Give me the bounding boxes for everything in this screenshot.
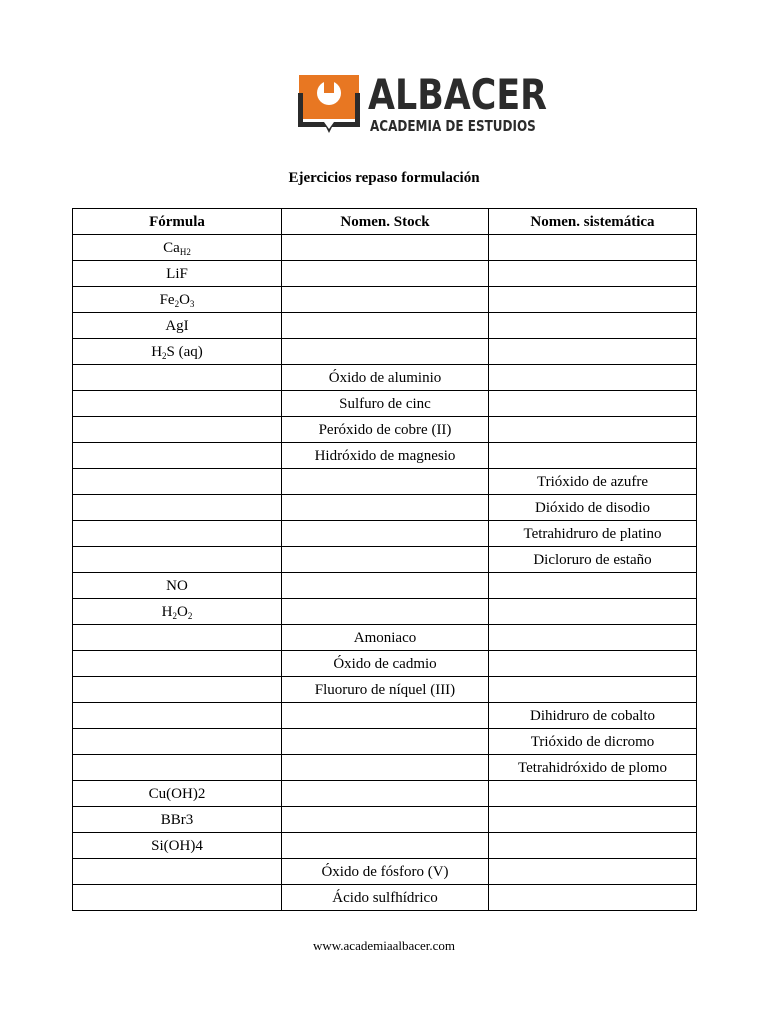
formula-subscript: 2 [172,610,177,621]
formula-subscript: 3 [189,298,195,309]
formula-cell [73,235,282,261]
header-stock: Nomen. Stock [282,209,489,235]
stock-cell [282,703,489,729]
sistematica-cell: Trióxido de azufre [489,469,697,495]
sistematica-cell [489,443,697,469]
formula-text: NO [166,577,188,594]
table-row [73,573,697,599]
table-row [73,443,697,469]
stock-cell [282,287,489,313]
sistematica-cell [489,885,697,911]
sistematica-cell [489,365,697,391]
formula-text: Fe [159,291,175,308]
header-sistematica: Nomen. sistemática [489,209,697,235]
formula-text: S (aq) [166,343,203,360]
formula-cell [73,703,282,729]
formula-text: LiF [166,265,188,282]
stock-cell: Fluoruro de níquel (III) [282,677,489,703]
stock-cell [282,495,489,521]
formula-cell [73,287,282,313]
sistematica-cell [489,287,697,313]
table-row [73,807,697,833]
open-book-icon [296,73,362,135]
formula-cell [73,859,282,885]
table-row [73,781,697,807]
formula-cell [73,885,282,911]
table-row [73,261,697,287]
stock-cell [282,833,489,859]
stock-cell: Ácido sulfhídrico [282,885,489,911]
formula-cell [73,651,282,677]
stock-cell [282,339,489,365]
formula-cell [73,547,282,573]
stock-cell [282,469,489,495]
table-row [73,469,697,495]
formula-cell [73,365,282,391]
formula-cell [73,261,282,287]
sistematica-cell [489,599,697,625]
brand-logo [296,70,547,135]
table-row [73,677,697,703]
stock-cell [282,807,489,833]
table-row [73,625,697,651]
formula-subscript: 2 [174,298,180,309]
table-row [73,833,697,859]
table-row [73,287,697,313]
table-row [73,703,697,729]
stock-cell: Óxido de aluminio [282,365,489,391]
formula-cell [73,391,282,417]
formula-subscript: 2 [186,246,191,257]
table-row [73,547,697,573]
stock-cell [282,729,489,755]
sistematica-cell [489,261,697,287]
brand-name: ALBACER [368,70,547,119]
formula-subscript: H [179,246,187,257]
formula-cell [73,521,282,547]
formula-text: O [179,291,190,308]
footer-url: www.academiaalbacer.com [312,938,456,953]
sistematica-cell [489,677,697,703]
sistematica-cell [489,391,697,417]
stock-cell: Óxido de cadmio [282,651,489,677]
table-row [73,495,697,521]
sistematica-cell [489,807,697,833]
table-header-row [73,209,697,235]
table-row [73,391,697,417]
sistematica-cell: Dicloruro de estaño [489,547,697,573]
stock-cell: Amoniaco [282,625,489,651]
formula-cell [73,339,282,365]
stock-cell [282,261,489,287]
formula-cell [73,781,282,807]
stock-cell [282,521,489,547]
formula-cell [73,573,282,599]
sistematica-cell: Tetrahidróxido de plomo [489,755,697,781]
sistematica-cell [489,235,697,261]
formula-text: O [177,603,188,620]
stock-cell: Óxido de fósforo (V) [282,859,489,885]
stock-cell [282,781,489,807]
table-row [73,729,697,755]
stock-cell [282,313,489,339]
stock-cell: Peróxido de cobre (II) [282,417,489,443]
formula-cell [73,755,282,781]
formula-cell [73,729,282,755]
brand-tagline: ACADEMIA DE ESTUDIOS [370,117,536,135]
sistematica-cell: Dióxido de disodio [489,495,697,521]
table-row [73,521,697,547]
formulation-table [72,208,697,911]
formula-cell [73,599,282,625]
table-row [73,599,697,625]
table-row [73,313,697,339]
sistematica-cell [489,313,697,339]
header-formula: Fórmula [73,209,282,235]
stock-cell [282,547,489,573]
formula-text: Si(OH)4 [151,837,203,854]
formula-text: Cu(OH)2 [148,785,206,802]
table-row [73,859,697,885]
sistematica-cell [489,651,697,677]
formula-text: BBr3 [160,811,194,828]
stock-cell [282,235,489,261]
formula-cell [73,313,282,339]
sistematica-cell [489,625,697,651]
sistematica-cell: Dihidruro de cobalto [489,703,697,729]
table-row [73,235,697,261]
formula-cell [73,625,282,651]
sistematica-cell [489,833,697,859]
table-row [73,651,697,677]
formula-cell [73,807,282,833]
formula-cell [73,677,282,703]
formula-text: AgI [165,317,189,334]
sistematica-cell [489,859,697,885]
formula-cell [73,495,282,521]
sistematica-cell: Trióxido de dicromo [489,729,697,755]
formula-cell [73,443,282,469]
stock-cell [282,573,489,599]
table-body [73,235,697,911]
table-row [73,885,697,911]
formula-cell [73,833,282,859]
formula-cell [73,469,282,495]
stock-cell [282,599,489,625]
formula-text: Ca [163,239,180,256]
formula-subscript: 2 [162,350,167,361]
formula-subscript: 2 [187,610,193,621]
table-row [73,755,697,781]
stock-cell [282,755,489,781]
table-row [73,417,697,443]
table-row [73,365,697,391]
formula-cell [73,417,282,443]
stock-cell: Hidróxido de magnesio [282,443,489,469]
sistematica-cell [489,339,697,365]
sistematica-cell [489,781,697,807]
sistematica-cell [489,573,697,599]
formula-text: H [161,603,173,620]
sistematica-cell: Tetrahidruro de platino [489,521,697,547]
page-title: Ejercicios repaso formulación [288,170,480,186]
table-row [73,339,697,365]
stock-cell: Sulfuro de cinc [282,391,489,417]
sistematica-cell [489,417,697,443]
formula-text: H [151,343,163,360]
